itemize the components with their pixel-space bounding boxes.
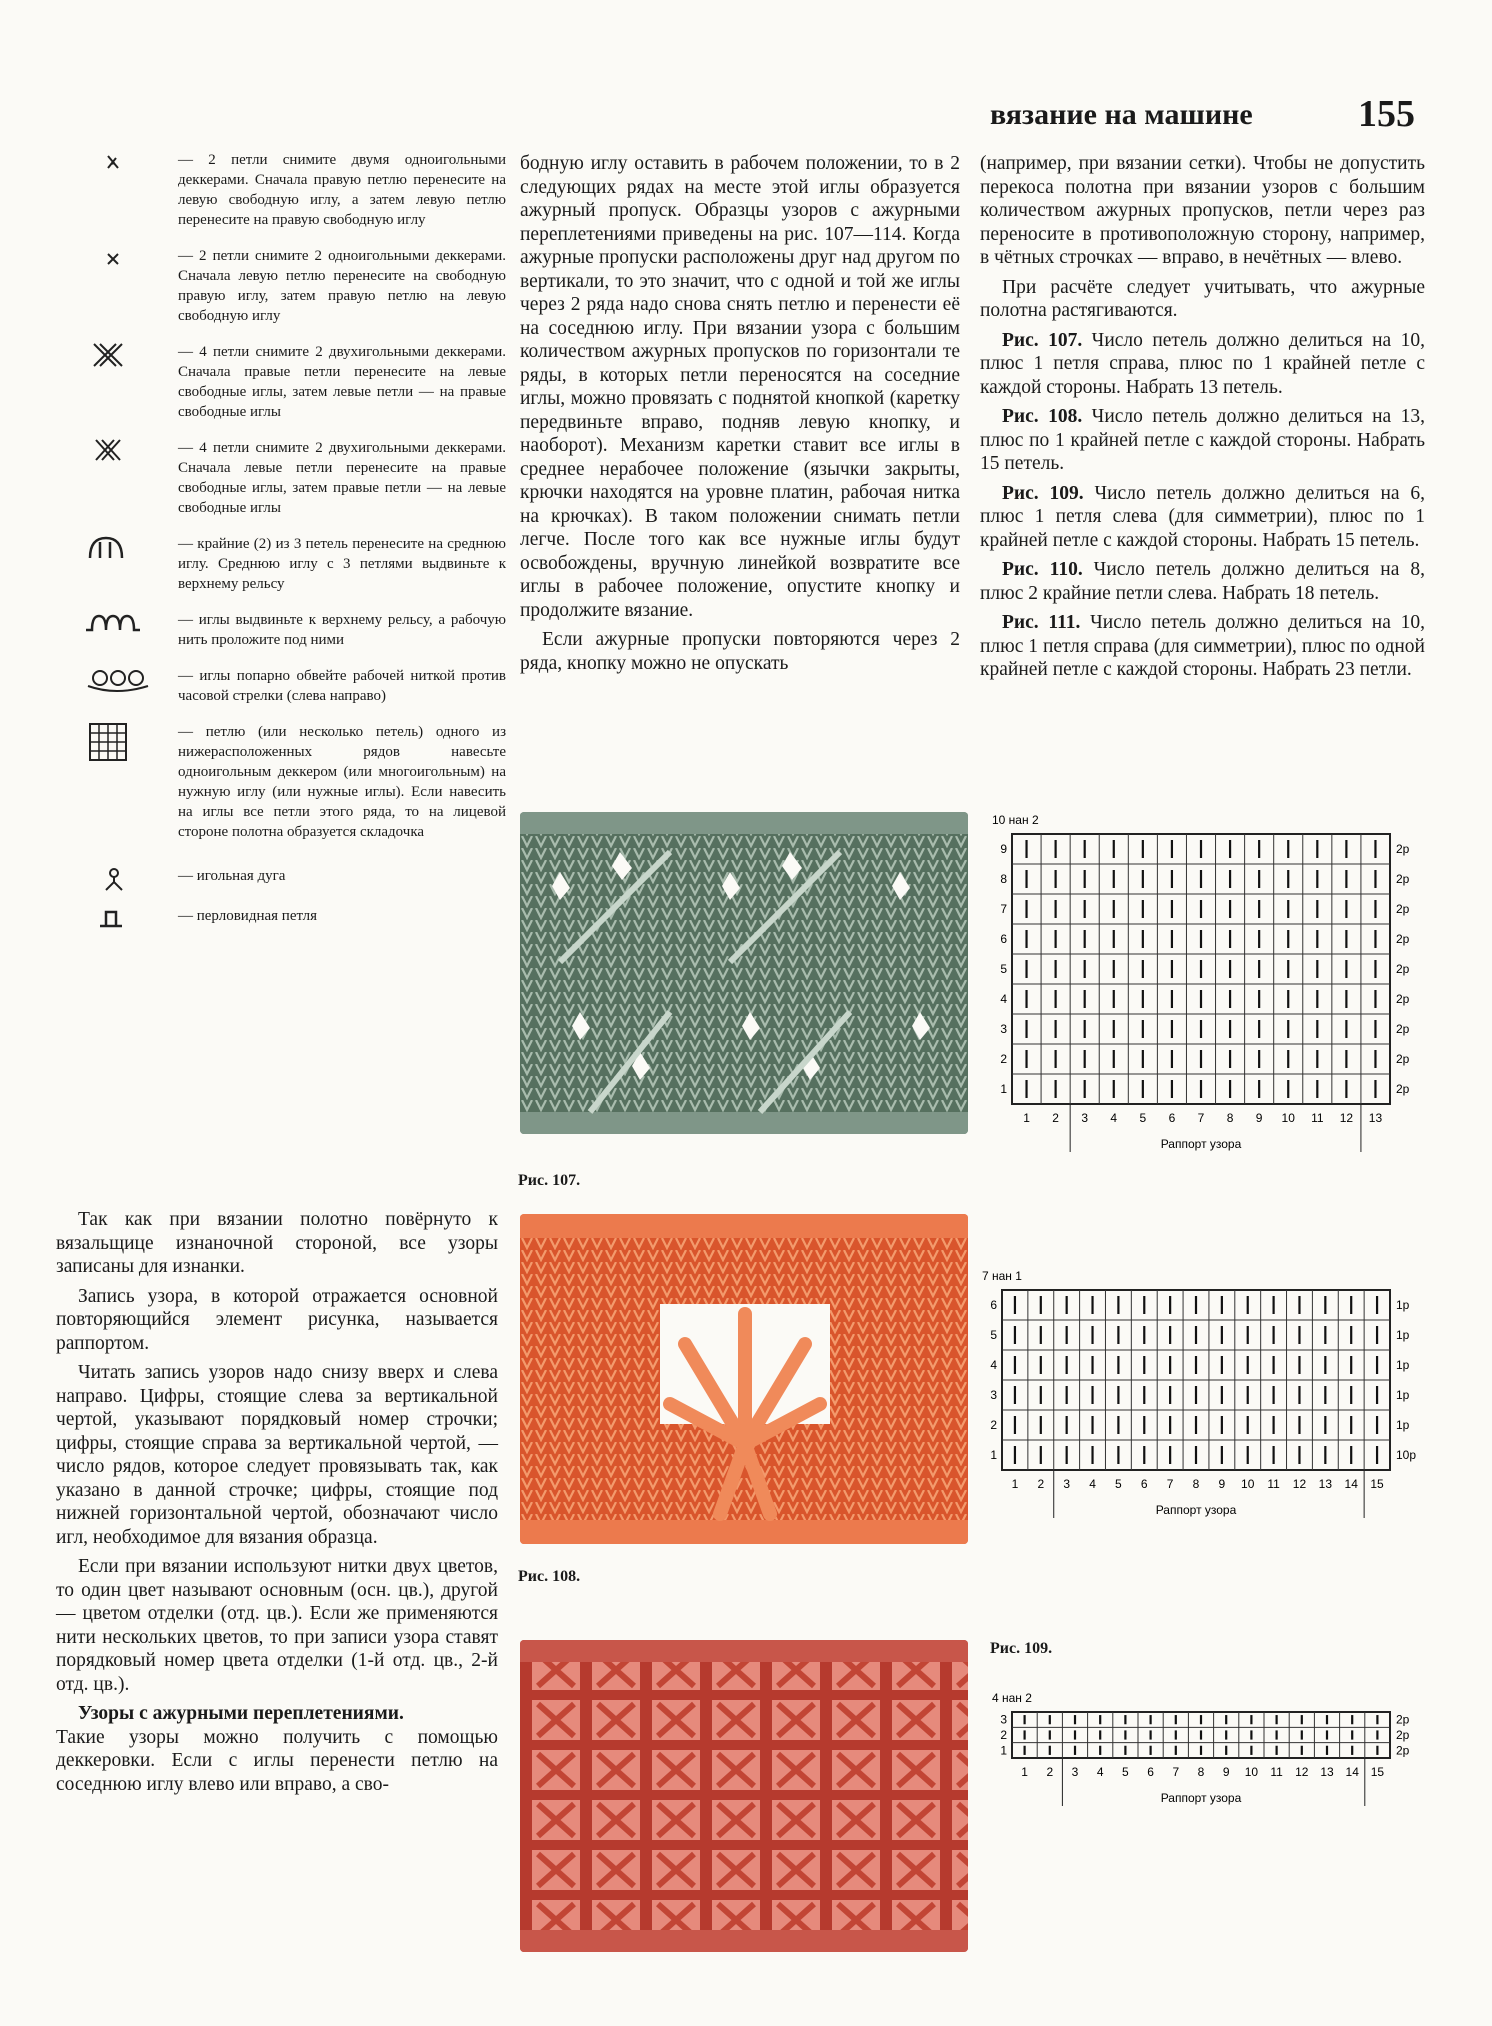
- knit-sample-107-photo: [520, 812, 968, 1134]
- column-number: 6: [1140, 1477, 1148, 1491]
- row-number: 2: [1000, 1052, 1007, 1066]
- chart-grid: [990, 810, 1430, 1186]
- chart-grid: [980, 1266, 1430, 1542]
- row-count: 2р: [1396, 932, 1410, 946]
- row-number: 6: [1000, 932, 1007, 946]
- legend-item: — крайние (2) из 3 петель перенесите на среднюю иглу. Среднюю иглу с 3 петлями выдвиньте к верхнему рельсу: [86, 534, 506, 594]
- transfer-left-right-icon: [86, 150, 162, 190]
- paragraph: Так как при вязании полотно повёрнуто к вязальщице изнаночной стороной, все узоры записаны для изнанки.: [56, 1209, 498, 1277]
- row-count: 2р: [1396, 1022, 1410, 1036]
- paragraph: Рис. 107. Число петель должно делиться на 10, плюс 1 петля справа, плюс по 1 крайней петле с каждой стороны. Набрать 13 петель.: [980, 329, 1425, 398]
- chart-top-label: 7 нан 1: [982, 1269, 1022, 1283]
- row-count: 2р: [1396, 1052, 1410, 1066]
- row-count: 2р: [1396, 1712, 1410, 1727]
- lower-row-grid-icon: [86, 722, 162, 762]
- row-number: 4: [990, 1358, 997, 1372]
- column-number: 4: [1110, 1111, 1118, 1125]
- column-number: 1: [1011, 1477, 1019, 1491]
- legend-item: — 4 петли снимите 2 двухигольными деккерами. Сначала левые петли перенесите на правые свободные иглы, затем правые петли — на левые свободные иглы: [86, 438, 506, 518]
- legend-item: — 2 петли снимите 2 одноигольными деккерами. Сначала левую петлю перенесите на свободную правую иглу, затем правую петлю на левую свободную иглу: [86, 246, 506, 326]
- paragraph: Рис. 108. Число петель должно делиться на 13, плюс по 1 крайней петле с каждой стороны. Набрать 15 петель.: [980, 406, 1425, 474]
- column-number: 13: [1318, 1477, 1333, 1491]
- chart-top-label: 4 нан 2: [992, 1691, 1032, 1705]
- column-number: 5: [1139, 1111, 1147, 1125]
- text-column-1: [56, 1208, 498, 1802]
- row-count: 1р: [1396, 1298, 1410, 1312]
- column-number: 6: [1168, 1111, 1176, 1125]
- row-number: 5: [1000, 962, 1007, 976]
- knit-sample-108-photo: [520, 1214, 968, 1544]
- rapport-label: Раппорт узора: [1160, 1791, 1242, 1805]
- column-number: 2: [1037, 1477, 1045, 1491]
- three-to-middle-icon: [86, 534, 162, 574]
- transfer-right-left-icon: [86, 246, 162, 286]
- needles-up-icon: [86, 610, 162, 650]
- figure-caption-109: Рис. 109.: [990, 1640, 1053, 1657]
- row-count: 1р: [1396, 1358, 1410, 1372]
- paragraph: Если при вязании используют нитки двух цветов, то один цвет называют основным (осн. цв.), другой — цветом отделки (отд. цв.). Если же применяются нити нескольких цветов, то при записи узора ставят порядковый номер цвета отделки (1-й отд. цв., 2-й отд. цв.).: [56, 1556, 498, 1695]
- row-number: 3: [1000, 1022, 1007, 1036]
- row-count: 2р: [1396, 842, 1410, 856]
- legend-item: — 2 петли снимите двумя одноигольными деккерами. Сначала правую петлю перенесите на левую свободную иглу, а затем левую петлю перенесите на правую свободную иглу: [86, 150, 506, 230]
- column-number: 8: [1192, 1477, 1200, 1491]
- row-count: 2р: [1396, 1728, 1410, 1742]
- column-number: 14: [1344, 1477, 1358, 1491]
- paragraph: Запись узора, в которой отражается основной повторяющийся элемент рисунка, называется раппортом.: [56, 1285, 498, 1354]
- chart-grid: [990, 1688, 1430, 1828]
- legend-item: — перловидная петля: [86, 906, 506, 926]
- row-count: 2р: [1396, 872, 1410, 886]
- column-number: 3: [1071, 1765, 1079, 1779]
- row-count: 2р: [1396, 962, 1410, 976]
- text-column-2: [520, 152, 960, 681]
- row-number: 2: [990, 1418, 997, 1432]
- symbol-legend: [86, 150, 506, 942]
- row-count: 2р: [1396, 992, 1410, 1006]
- row-number: 7: [1000, 902, 1007, 916]
- row-number: 3: [990, 1388, 997, 1402]
- column-number: 1: [1023, 1111, 1030, 1125]
- column-number: 9: [1255, 1111, 1263, 1125]
- wrap-pairs-icon: [86, 666, 162, 706]
- page-number: 155: [1358, 93, 1415, 135]
- row-count: 2р: [1396, 902, 1410, 916]
- column-number: 4: [1096, 1765, 1104, 1779]
- column-number: 10: [1241, 1477, 1255, 1491]
- column-number: 11: [1311, 1111, 1324, 1125]
- column-number: 2: [1046, 1765, 1054, 1779]
- row-number: 2: [1000, 1728, 1007, 1742]
- legend-item: — 4 петли снимите 2 двухигольными деккерами. Сначала правые петли перенесите на левые свободные иглы, затем левые петли — на правые свободные иглы: [86, 342, 506, 422]
- figure-caption-108: Рис. 108.: [518, 1568, 581, 1585]
- text-column-3: [980, 152, 1425, 688]
- row-number: 1: [990, 1448, 997, 1462]
- column-number: 11: [1267, 1477, 1280, 1491]
- paragraph: Рис. 110. Число петель должно делиться на 8, плюс 2 крайние петли слева. Набрать 18 петель.: [980, 559, 1425, 604]
- pearl-loop-icon: [86, 906, 162, 946]
- pattern-chart-108: [980, 1266, 1430, 1542]
- figure-caption-107: Рис. 107.: [518, 1172, 581, 1189]
- paragraph: Такие узоры можно получить с помощью деккеровки. Если с иглы перенести петлю на соседнюю иглу влево или вправо, а сво-: [56, 1726, 498, 1795]
- column-number: 13: [1320, 1765, 1334, 1779]
- row-number: 1: [1000, 1082, 1007, 1096]
- paragraph: При расчёте следует учитывать, что ажурные полотна растягиваются.: [980, 276, 1425, 321]
- paragraph: (например, при вязании сетки). Чтобы не допустить перекоса полотна при вязании узоров с большим количеством ажурных пропусков, петли через раз переносите в противоположную сторону, например, в чётных строчках — вправо, в нечётных — влево.: [980, 153, 1425, 268]
- header-title: вязание на машине: [990, 98, 1253, 131]
- column-number: 9: [1222, 1765, 1230, 1779]
- column-number: 11: [1270, 1765, 1283, 1779]
- column-number: 12: [1295, 1765, 1309, 1779]
- column-number: 13: [1368, 1111, 1383, 1125]
- needle-arc-icon: [86, 866, 162, 906]
- legend-item: — иглы выдвиньте к верхнему рельсу, а рабочую нить проложите под ними: [86, 610, 506, 650]
- row-number: 6: [990, 1298, 997, 1312]
- column-number: 8: [1226, 1111, 1234, 1125]
- paragraph: бодную иглу оставить в рабочем положении, то в 2 следующих рядах на месте этой иглы образуется ажурный пропуск. Образцы узоров с ажурными переплетениями приведены на рис. 107—114. Когда ажурные пропуски расположены друг над другом по вертикали, то это значит, что с одной и той же иглы через 2 ряда надо снова снять петлю и перенести её на соседнюю иглу. При вязании узора с большим количеством ажурных пропусков по горизонтали те ряды, в которых петли переносятся на соседние иглы, можно провязать с поднятой кнопкой (каретку передвиньте вправо, подняв левую кнопку, и наоборот). Механизм каретки ставит все иглы в среднее нерабочее положение (язычки закрыты, крючки находятся на уровне платин, рабочая нитка на крючках). В таком положении снимать петли легче. После того как все нужные иглы будут освобождены, вручную линейкой возвратите все иглы в рабочее положение, опустите кнопку и продолжите вязание.: [520, 153, 960, 621]
- pattern-chart-107: [990, 810, 1430, 1186]
- column-number: 5: [1115, 1477, 1122, 1491]
- column-number: 3: [1081, 1111, 1089, 1125]
- double-cross-right-icon: [86, 438, 162, 478]
- row-number: 1: [1000, 1743, 1007, 1758]
- column-number: 7: [1197, 1111, 1205, 1125]
- double-cross-left-icon: [86, 342, 162, 382]
- row-number: 5: [990, 1328, 997, 1342]
- row-count: 2р: [1396, 1743, 1410, 1758]
- row-count: 1р: [1396, 1388, 1410, 1402]
- row-count: 1р: [1396, 1418, 1410, 1432]
- legend-item: — игольная дуга: [86, 866, 506, 886]
- legend-item: — петлю (или несколько петель) одного из нижерасположенных рядов навесьте одноигольным деккером (или многоигольным) на нужную иглу (или нужные иглы). Если навесить на иглы все петли этого ряда, то на лицевой стороне полотна образуется складочка: [86, 722, 506, 842]
- column-number: 7: [1172, 1765, 1180, 1779]
- column-number: 2: [1052, 1111, 1059, 1125]
- row-number: 9: [1000, 842, 1007, 856]
- section-heading: Узоры с ажурными переплетениями.: [78, 1703, 404, 1724]
- column-number: 5: [1122, 1765, 1129, 1779]
- column-number: 1: [1021, 1765, 1028, 1779]
- column-number: 12: [1339, 1111, 1354, 1125]
- column-number: 14: [1345, 1765, 1359, 1779]
- row-number: 4: [1000, 992, 1007, 1006]
- column-number: 6: [1147, 1765, 1154, 1779]
- column-number: 15: [1370, 1477, 1384, 1491]
- column-number: 8: [1197, 1765, 1205, 1779]
- paragraph: Читать запись узоров надо снизу вверх и слева направо. Цифры, стоящие слева за вертикальной чертой, указывают порядковый номер строчки; цифры, стоящие справа за вертикальной чертой, — число рядов, которое следует провязывать так, как указано в данной строчке; цифры, стоящие под нижней горизонтальной чертой, обозначают число игл, необходимое для вязания образца.: [56, 1362, 498, 1548]
- column-number: 7: [1166, 1477, 1174, 1491]
- rapport-label: Раппорт узора: [1155, 1503, 1237, 1517]
- row-count: 10р: [1396, 1448, 1417, 1462]
- column-number: 15: [1370, 1765, 1385, 1779]
- column-number: 10: [1244, 1765, 1259, 1779]
- pattern-chart-109: [990, 1688, 1430, 1828]
- knit-sample-109-photo: [520, 1640, 968, 1952]
- chart-top-label: 10 нан 2: [992, 813, 1039, 827]
- column-number: 12: [1292, 1477, 1307, 1491]
- row-count: 2р: [1396, 1082, 1410, 1096]
- rapport-label: Раппорт узора: [1160, 1137, 1242, 1151]
- legend-item: — иглы попарно обвейте рабочей ниткой против часовой стрелки (слева направо): [86, 666, 506, 706]
- paragraph: Если ажурные пропуски повторяются через 2 ряда, кнопку можно не опускать: [520, 629, 960, 674]
- row-number: 3: [1000, 1712, 1007, 1727]
- paragraph: Рис. 111. Число петель должно делиться на 10, плюс 1 петля справа (для симметрии), плюс по одной крайней петле с каждой стороны. Набрать 23 петли.: [980, 612, 1425, 680]
- column-number: 4: [1089, 1477, 1096, 1491]
- row-number: 8: [1000, 872, 1007, 886]
- row-count: 1р: [1396, 1328, 1410, 1342]
- paragraph: Рис. 109. Число петель должно делиться на 6, плюс 1 петля слева (для симметрии), плюс по 1 крайней петле с каждой стороны. Набрать 15 петель.: [980, 482, 1425, 551]
- column-number: 3: [1063, 1477, 1071, 1491]
- column-number: 10: [1281, 1111, 1295, 1125]
- column-number: 9: [1218, 1477, 1226, 1491]
